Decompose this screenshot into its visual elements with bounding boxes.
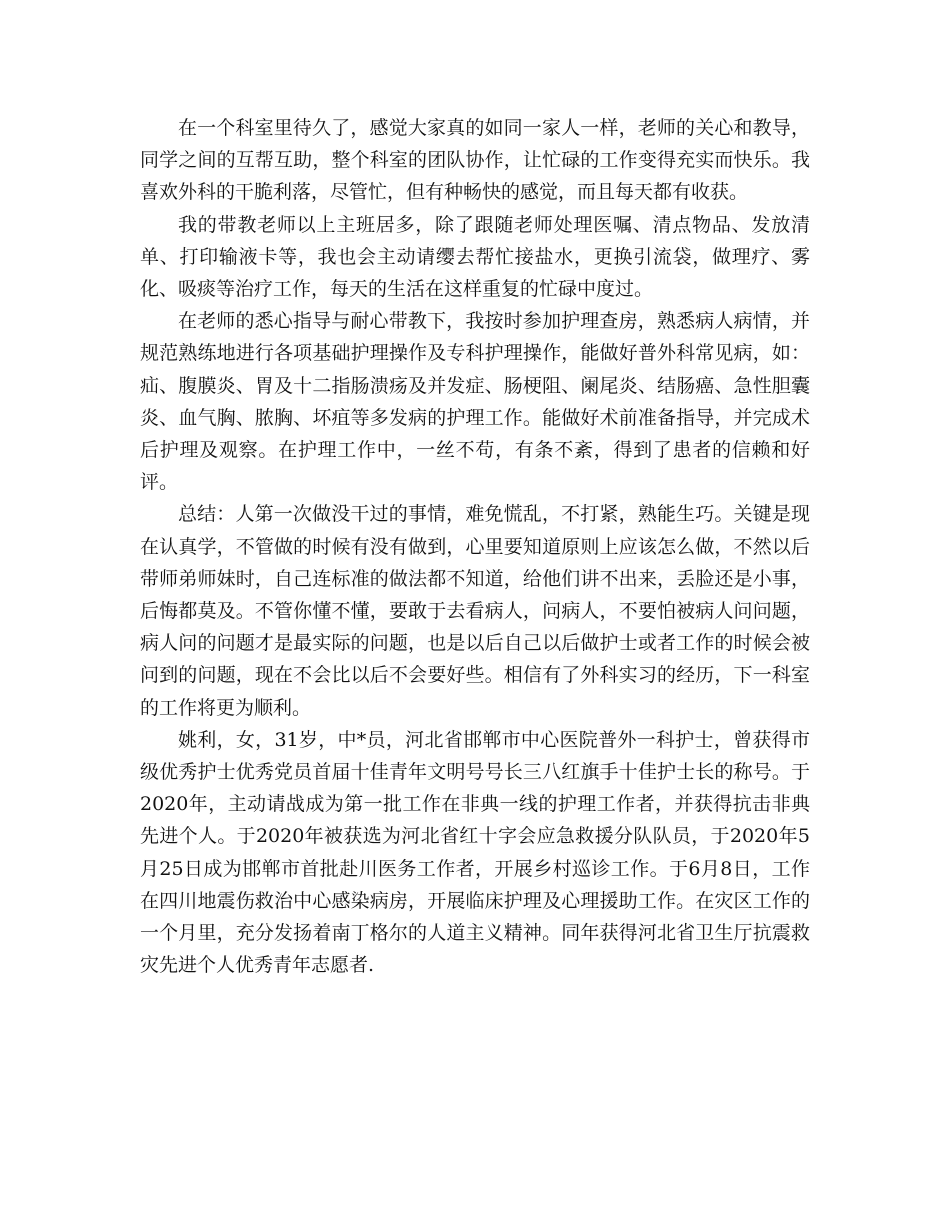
paragraph-profile: 姚利，女，31岁，中*员，河北省邯郸市中心医院普外一科护士，曾获得市级优秀护士优秀党员首届十佳青年文明号号长三八红旗手十佳护士长的称号。于2020年，主动请战成为第一批工作在非典一线的护理工作者，并获得抗击非典先进个人。于2020年被获选为河北省红十字会应急救援分队队员，于2020年5月25日成为邯郸市首批赴川医务工作者，开展乡村巡诊工作。于6月8日，工作在四川地震伤救治中心感染病房，开展临床护理及心理援助工作。在灾区工作的一个月里，充分发扬着南丁格尔的人道主义精神。同年获得河北省卫生厅抗震救灾先进个人优秀青年志愿者.: [140, 728, 810, 977]
document-body: [140, 112, 810, 981]
paragraph-daily-work: 我的带教老师以上主班居多，除了跟随老师处理医嘱、清点物品、发放清单、打印输液卡等，我也会主动请缨去帮忙接盐水，更换引流袋，做理疗、雾化、吸痰等治疗工作，每天的生活在这样重复的忙碌中度过。: [140, 213, 810, 301]
paragraph-nursing-skills: 在老师的悉心指导与耐心带教下，我按时参加护理查房，熟悉病人病情，并规范熟练地进行各项基础护理操作及专科护理操作，能做好普外科常见病，如：疝、腹膜炎、胃及十二指肠溃疡及并发症、肠梗阻、阑尾炎、结肠癌、急性胆囊炎、血气胸、脓胸、坏疽等多发病的护理工作。能做好术前准备指导，并完成术后护理及观察。在护理工作中，一丝不苟，有条不紊，得到了患者的信赖和好评。: [140, 310, 810, 494]
paragraph-team-experience: 在一个科室里待久了，感觉大家真的如同一家人一样，老师的关心和教导，同学之间的互帮互助，整个科室的团队协作，让忙碌的工作变得充实而快乐。我喜欢外科的干脆利落，尽管忙，但有种畅快的感觉，而且每天都有收获。: [140, 117, 810, 204]
paragraph-summary: 总结：人第一次做没干过的事情，难免慌乱，不打紧，熟能生巧。关键是现在认真学，不管做的时候有没有做到，心里要知道原则上应该怎么做，不然以后带师弟师妹时，自己连标准的做法都不知道，给他们讲不出来，丢脸还是小事，后悔都莫及。不管你懂不懂，要敢于去看病人，问病人，不要怕被病人问问题，病人问的问题才是最实际的问题，也是以后自己以后做护士或者工作的时候会被问到的问题，现在不会比以后不会要好些。相信有了外科实习的经历，下一科室的工作将更为顺利。: [140, 503, 810, 719]
